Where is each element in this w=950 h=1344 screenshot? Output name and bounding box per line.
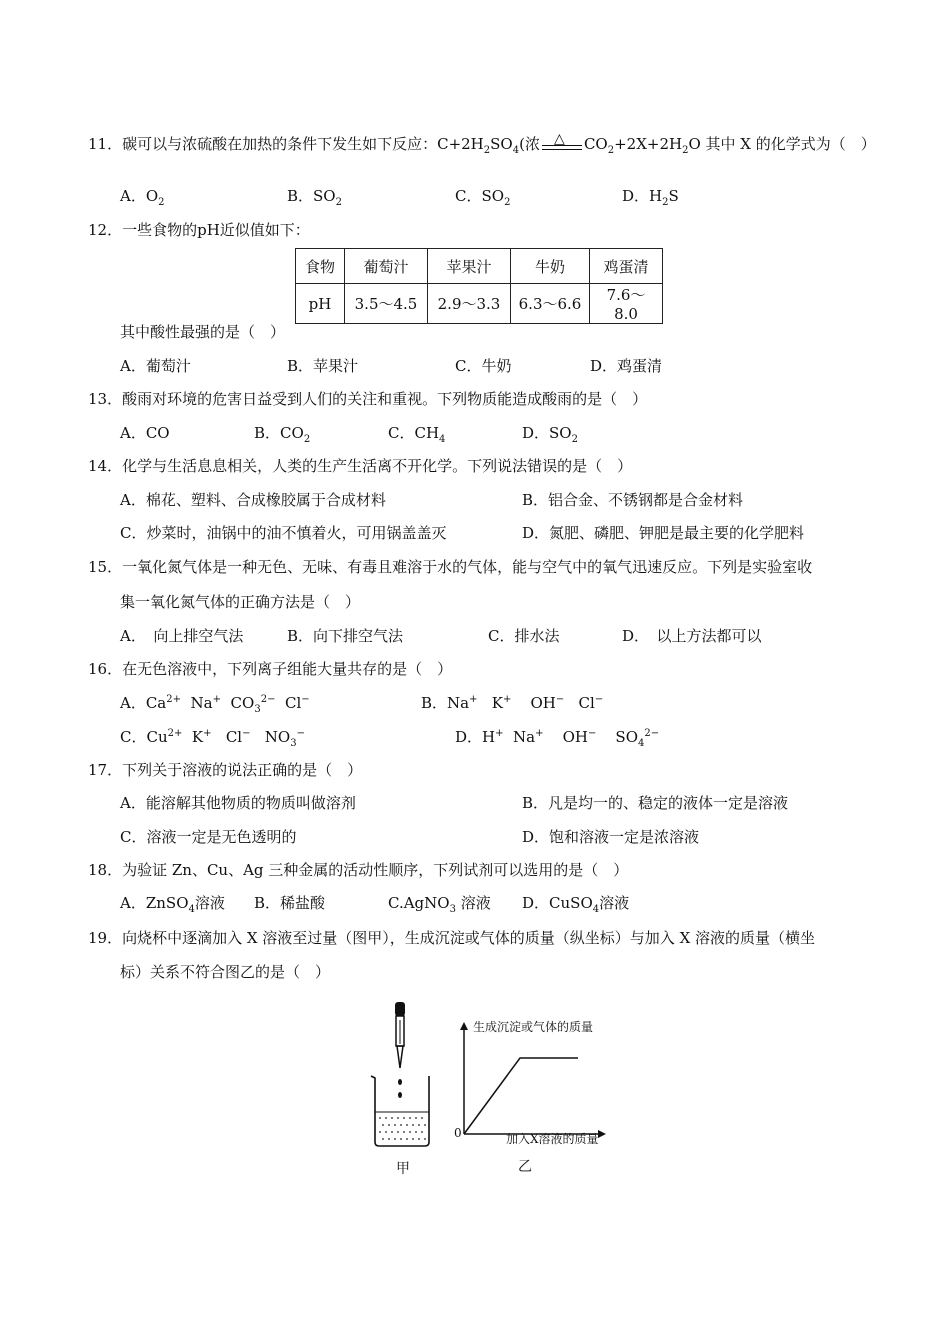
q17-option-a[interactable]: A．能溶解其他物质的物质叫做溶剂 [120,794,356,812]
ph-table [295,248,663,324]
table-cell: 3.5～4.5 [345,284,428,324]
q11-option-b[interactable]: B．$SO_2$ [287,187,342,208]
q13-option-b[interactable]: B．$CO_2$ [254,424,311,445]
table-cell: 6.3～6.6 [511,284,590,324]
q18-option-c[interactable]: C.AgNO$_3$ 溶液 [388,894,491,915]
q12-option-b[interactable]: B．苹果汁 [287,357,359,375]
table-cell: 食物 [296,249,345,284]
q14-option-d[interactable]: D．氮肥、磷肥、钾肥是最主要的化学肥料 [522,524,805,542]
q15-stem-line2: 集一氧化氮气体的正确方法是（ ） [120,593,361,611]
q11-option-c[interactable]: C．$SO_2$ [455,187,511,208]
q15-stem-line1: 15．一氧化氮气体是一种无色、无味、有毒且难溶于水的气体，能与空气中的氧气迅速反应。下列是实验室收 [88,558,813,576]
q17-option-b[interactable]: B．凡是均一的、稳定的液体一定是溶液 [522,794,789,812]
q18-stem: 18．为验证 Zn、Cu、Ag 三种金属的活动性顺序，下列试剂可以选用的是（ ） [88,861,629,879]
q12-option-d[interactable]: D．鸡蛋清 [590,357,663,375]
q18-option-d[interactable]: D．CuSO$_4$溶液 [522,894,630,915]
q13-stem: 13．酸雨对环境的危害日益受到人们的关注和重视。下列物质能造成酸雨的是（ ） [88,390,648,408]
table-cell: 7.6～8.0 [590,284,663,324]
origin-label: 0 [454,1126,462,1140]
mass-graph-figure [448,1018,628,1140]
figure-label-jia: 甲 [396,1161,410,1177]
y-axis-label: 生成沉淀或气体的质量 [473,1020,594,1034]
q17-option-c[interactable]: C．溶液一定是无色透明的 [120,828,297,846]
q15-option-b[interactable]: B．向下排空气法 [287,627,404,645]
q12-stem: 12．一些食物的pH近似值如下： [88,221,310,239]
q16-option-a[interactable]: A．$Ca^{2+}$ Na+ $CO_3^{2-}$ Cl− [120,694,310,715]
table-cell: 2.9～3.3 [428,284,511,324]
q14-option-a[interactable]: A．棉花、塑料、合成橡胶属于合成材料 [120,491,386,509]
q11-option-a[interactable]: A．$O_2$ [120,187,165,208]
q17-stem: 17．下列关于溶液的说法正确的是（ ） [88,761,363,779]
table-row [296,249,663,284]
q16-option-c[interactable]: C．$Cu^{2+}$ K+ Cl− $NO_3^-$ [120,728,305,749]
q13-option-c[interactable]: C．$CH_4$ [388,424,446,445]
q14-option-b[interactable]: B．铝合金、不锈钢都是合金材料 [522,491,744,509]
table-row [296,284,663,324]
beaker-dropper-figure [365,1000,445,1155]
q16-stem: 16．在无色溶液中，下列离子组能大量共存的是（ ） [88,660,453,678]
table-cell: 葡萄汁 [345,249,428,284]
q13-option-d[interactable]: D．$SO_2$ [522,424,578,445]
q15-option-a[interactable]: A． 向上排空气法 [120,627,244,645]
q15-option-d[interactable]: D． 以上方法都可以 [622,627,762,645]
q12-option-a[interactable]: A．葡萄汁 [120,357,191,375]
q16-option-d[interactable]: D．H+ Na+ OH− $SO_4^{2-}$ [455,728,660,749]
q19-stem-line2: 标）关系不符合图乙的是（ ） [120,963,331,981]
table-cell: 鸡蛋清 [590,249,663,284]
q14-stem: 14．化学与生活息息相关，人类的生产生活离不开化学。下列说法错误的是（ ） [88,457,633,475]
x-axis-label: 加入X溶液的质量 [506,1132,599,1146]
q12-option-c[interactable]: C．牛奶 [455,357,512,375]
table-cell: 苹果汁 [428,249,511,284]
q12-ask: 其中酸性最强的是（ ） [120,323,286,341]
q19-stem-line1: 19．向烧杯中逐滴加入 X 溶液至过量（图甲），生成沉淀或气体的质量（纵坐标）与加入 X 溶液的质量（横坐 [88,929,816,947]
heat-equals-sign: △ [540,135,584,155]
q14-option-c[interactable]: C．炒菜时，油锅中的油不慎着火，可用锅盖盖灭 [120,524,447,542]
q16-option-b[interactable]: B．Na+ K+ OH− Cl− [421,694,604,712]
table-cell: pH [296,284,345,324]
table-cell: 牛奶 [511,249,590,284]
q18-option-a[interactable]: A．ZnSO$_4$溶液 [120,894,225,915]
q13-option-a[interactable]: A．CO [120,424,170,442]
q17-option-d[interactable]: D．饱和溶液一定是浓溶液 [522,828,700,846]
q11-option-d[interactable]: D．$H_2S$ [622,187,679,208]
q11-stem: 11．碳可以与浓硫酸在加热的条件下发生如下反应：$C+2H_2SO_4$(浓 △ $CO_2+2X+2H_2O$ 其中 X 的化学式为（ ） [88,131,876,156]
q18-option-b[interactable]: B．稀盐酸 [254,894,326,912]
figure-label-yi: 乙 [518,1159,532,1175]
q15-option-c[interactable]: C．排水法 [488,627,560,645]
